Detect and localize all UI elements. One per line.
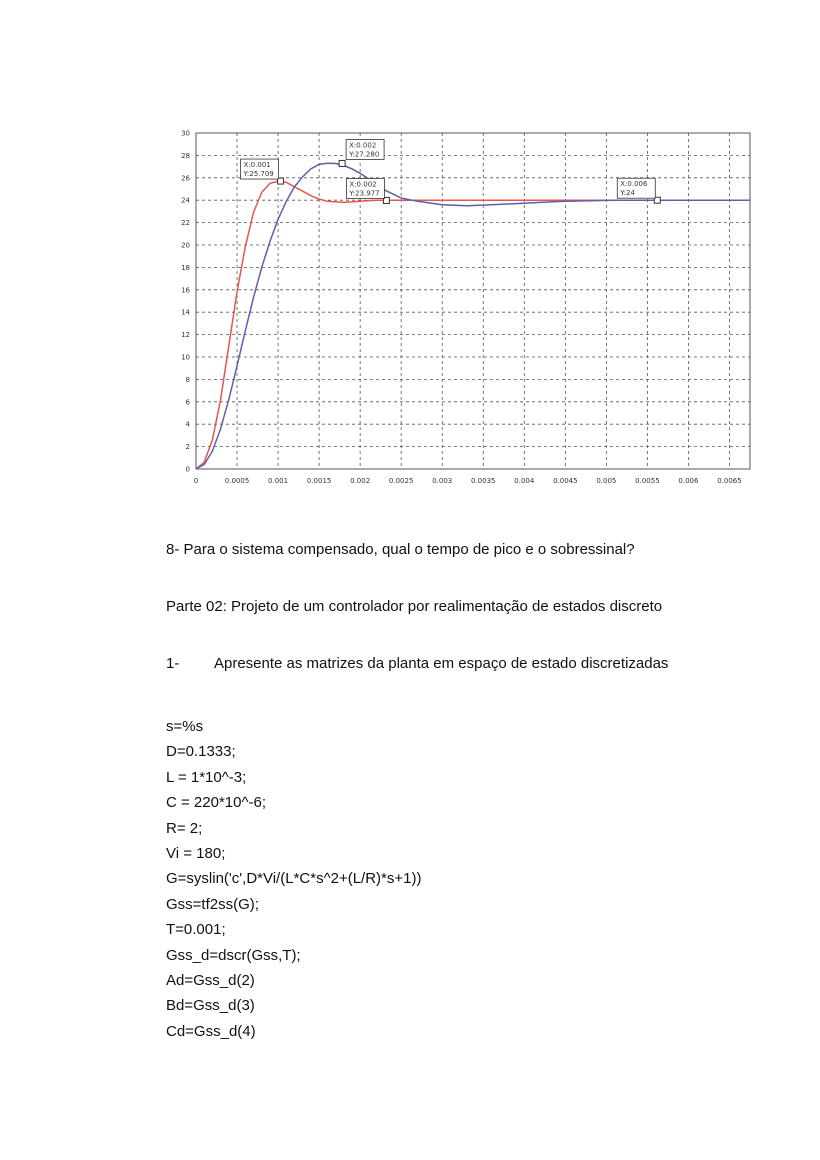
y-tick-label: 26 [181,174,190,183]
code-line: Cd=Gss_d(4) [166,1022,256,1040]
x-tick-label: 0.0055 [635,477,660,485]
y-tick-label: 2 [185,443,190,452]
chart-svg [160,122,760,494]
y-tick-label: 30 [181,129,190,138]
datatip-text: X:0.002 [349,180,377,189]
datatip-text: Y:27.280 [349,150,380,159]
x-tick-label: 0.005 [596,477,617,485]
datatip-text: X:0.001 [243,161,271,170]
y-tick-label: 20 [181,241,190,250]
x-tick-label: 0.006 [678,477,699,485]
y-tick-label: 28 [181,151,190,160]
code-line: D=0.1333; [166,743,236,761]
code-line: L = 1*10^-3; [166,768,247,786]
y-tick-label: 12 [181,331,190,340]
code-line: Ad=Gss_d(2) [166,971,255,989]
item-number: 1- [166,655,180,672]
x-tick-label: 0.003 [432,477,453,485]
x-tick-label: 0.0045 [553,477,578,485]
y-tick-label: 16 [181,286,190,295]
code-line: G=syslin('c',D*Vi/(L*C*s^2+(L/R)*s+1)) [166,870,422,888]
x-tick-label: 0 [193,477,199,485]
y-tick-label: 24 [181,196,190,205]
x-tick-label: 0.001 [268,477,289,485]
code-line: Gss=tf2ss(G); [166,895,259,913]
datatip-text: X:0.006 [620,180,648,189]
datatip-text: Y:24 [620,189,635,198]
code-line: Gss_d=dscr(Gss,T); [166,946,301,964]
datatip-text: Y:23.977 [349,189,380,198]
step-response-chart [160,122,760,494]
datatip-marker [339,160,345,166]
code-line: R= 2; [166,819,203,837]
x-tick-label: 0.0025 [388,477,414,485]
code-line: Bd=Gss_d(3) [166,997,255,1015]
x-tick-label: 0.004 [514,477,535,485]
question-8: 8- Para o sistema compensado, qual o tempo de pico e o sobressinal? [166,541,635,558]
item-text: Apresente as matrizes da planta em espaço de estado discretizadas [214,655,669,672]
x-tick-label: 0.002 [350,477,371,485]
y-tick-label: 18 [181,263,190,272]
code-block [166,714,421,1044]
y-tick-label: 4 [185,420,190,429]
x-tick-label: 0.0035 [471,477,496,485]
y-tick-label: 22 [181,219,190,228]
y-tick-label: 14 [181,308,190,317]
datatip-text: Y:25.709 [243,170,274,179]
part-title: Parte 02: Projeto de um controlador por realimentação de estados discreto [166,598,663,615]
y-tick-label: 6 [185,398,190,407]
x-tick-label: 0.0005 [224,477,250,485]
x-tick-label: 0.0065 [717,477,742,485]
datatip-text: X:0.002 [349,141,377,150]
code-line: T=0.001; [166,921,226,939]
x-tick-label: 0.0015 [306,477,332,485]
y-tick-label: 0 [185,465,190,474]
code-line: C = 220*10^-6; [166,794,267,812]
code-line: s=%s [166,718,204,735]
y-tick-label: 10 [181,353,190,362]
code-line: Vi = 180; [166,844,226,862]
y-tick-label: 8 [185,375,190,384]
